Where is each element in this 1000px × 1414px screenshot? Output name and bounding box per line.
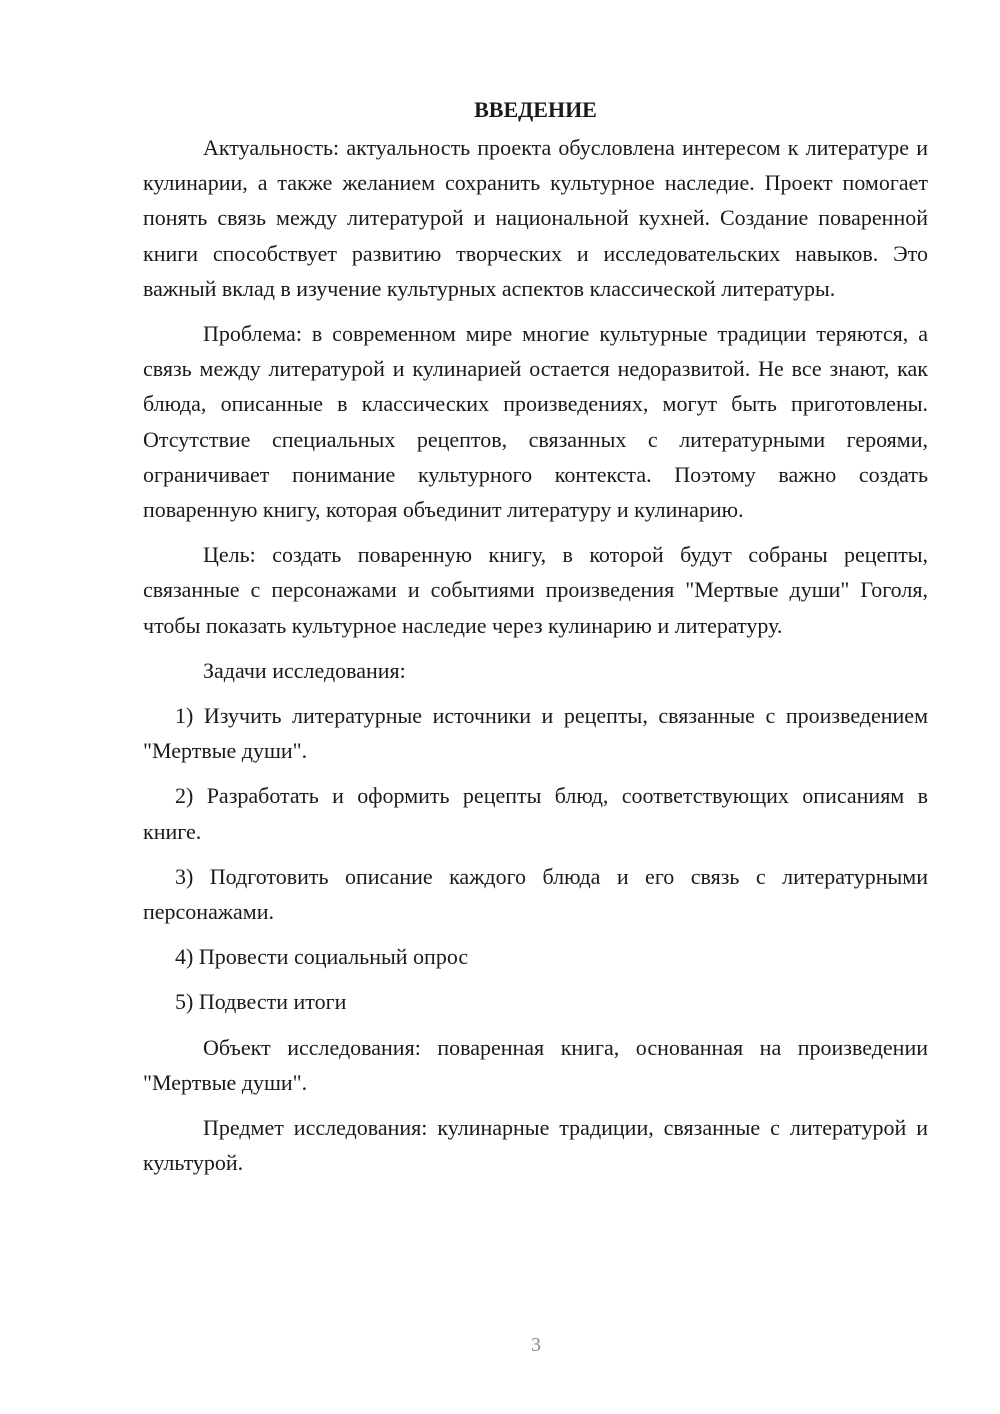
task-item-2: 2) Разработать и оформить рецепты блюд, соответствующих описаниям в книге.	[143, 783, 928, 844]
task-item-1: 1) Изучить литературные источники и рецепты, связанные с произведением "Мертвые души".	[143, 703, 928, 764]
tasks-title: Задачи исследования:	[203, 657, 406, 683]
section-heading: ВВЕДЕНИЕ	[474, 97, 597, 122]
problem-paragraph: Проблема: в современном мире многие культурные традиции теряются, а связь между литературой и кулинарией остается недоразвитой. Не все знают, как блюда, описанные в классических произведениях, могут быть приготовлены. Отсутствие специальных рецептов, связанных с литературными героями, ограничивает понимание культурного контекста. Поэтому важно создать поваренную книгу, которая объединит литературу и кулинарию.	[143, 321, 928, 523]
object-paragraph: Объект исследования: поваренная книга, основанная на произведении "Мертвые души".	[143, 1034, 928, 1095]
subject-paragraph: Предмет исследования: кулинарные традиции, связанные с литературой и культурой.	[143, 1115, 928, 1176]
task-item-4: 4) Провести социальный опрос	[175, 944, 469, 970]
task-item-3: 3) Подготовить описание каждого блюда и его связь с литературными персонажами.	[143, 863, 928, 925]
relevance-paragraph: Актуальность: актуальность проекта обусловлена интересом к литературе и кулинарии, а также желанием сохранить культурное наследие. Проект помогает понять связь между литературой и национальной кухней. Создание поваренной книги способствует развитию творческих и исследовательских навыков. Это важный вклад в изучение культурных аспектов классической литературы.	[143, 135, 928, 301]
document-page	[143, 92, 928, 1190]
goal-paragraph: Цель: создать поваренную книгу, в которой будут собраны рецепты, связанные с персонажами и событиями произведения "Мертвые души" Гоголя, чтобы показать культурное наследие через кулинарию и литературу.	[143, 542, 928, 638]
page-number: 3	[531, 1334, 541, 1356]
task-item-5: 5) Подвести итоги	[175, 989, 347, 1015]
